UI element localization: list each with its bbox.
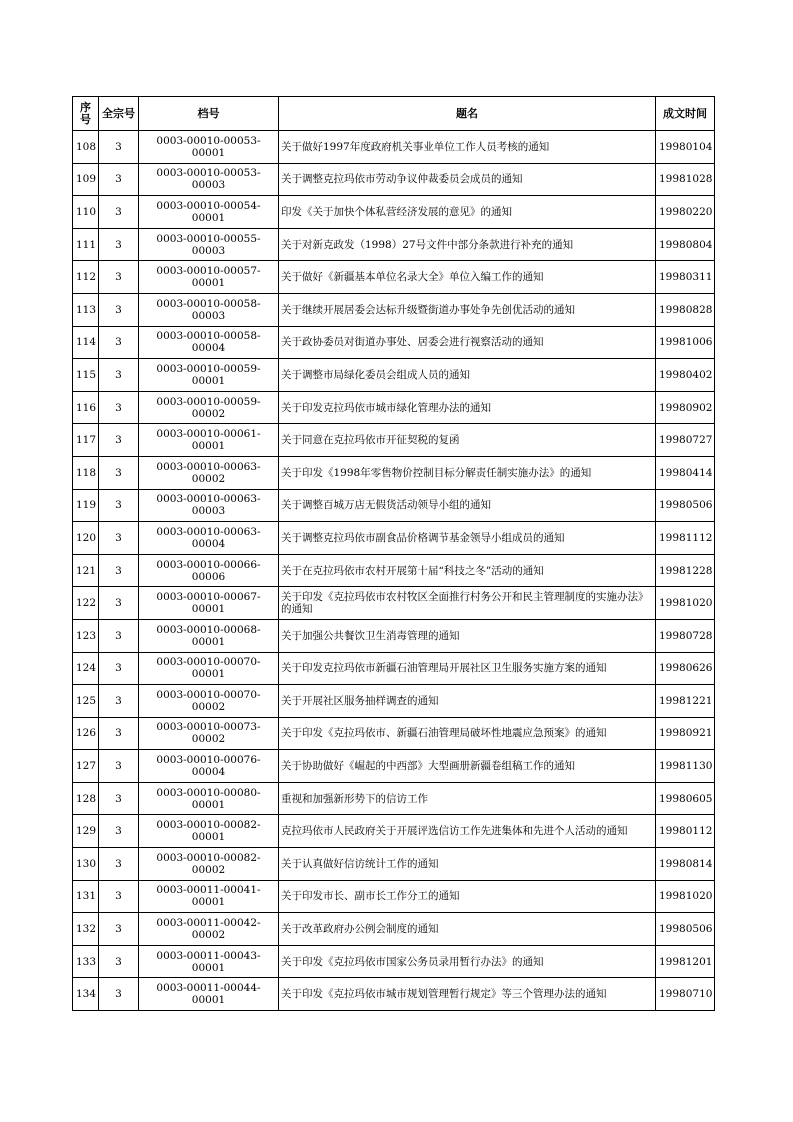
cell-fonds: 3 <box>99 228 139 261</box>
cell-fonds: 3 <box>99 619 139 652</box>
cell-date: 19981028 <box>656 163 715 196</box>
cell-fonds: 3 <box>99 978 139 1011</box>
cell-file-no: 0003-00010-00070-00001 <box>139 652 279 685</box>
column-header-file-no: 档号 <box>139 97 279 131</box>
cell-title: 重视和加强新形势下的信访工作 <box>279 782 656 815</box>
table-row <box>73 163 715 196</box>
cell-title: 关于印发《克拉玛依市、新疆石油管理局破坏性地震应急预案》的通知 <box>279 717 656 750</box>
cell-seq: 123 <box>73 619 99 652</box>
cell-date: 19980311 <box>656 261 715 294</box>
table-row <box>73 587 715 620</box>
cell-seq: 111 <box>73 228 99 261</box>
cell-title: 关于政协委员对街道办事处、居委会进行视察活动的通知 <box>279 326 656 359</box>
cell-seq: 118 <box>73 456 99 489</box>
cell-date: 19980506 <box>656 913 715 946</box>
cell-fonds: 3 <box>99 945 139 978</box>
table-row <box>73 293 715 326</box>
cell-seq: 122 <box>73 587 99 620</box>
cell-fonds: 3 <box>99 424 139 457</box>
cell-file-no: 0003-00010-00058-00004 <box>139 326 279 359</box>
cell-file-no: 0003-00010-00059-00002 <box>139 391 279 424</box>
cell-title: 关于印发市长、副市长工作分工的通知 <box>279 880 656 913</box>
cell-title: 关于印发克拉玛依市新疆石油管理局开展社区卫生服务实施方案的通知 <box>279 652 656 685</box>
cell-title: 关于协助做好《崛起的中西部》大型画册新疆卷组稿工作的通知 <box>279 750 656 783</box>
cell-file-no: 0003-00010-00053-00001 <box>139 131 279 164</box>
cell-fonds: 3 <box>99 522 139 555</box>
cell-title: 关于调整克拉玛依市副食品价格调节基金领导小组成员的通知 <box>279 522 656 555</box>
cell-fonds: 3 <box>99 685 139 718</box>
table-row <box>73 489 715 522</box>
cell-fonds: 3 <box>99 326 139 359</box>
cell-date: 19981130 <box>656 750 715 783</box>
cell-date: 19981112 <box>656 522 715 555</box>
table-row <box>73 945 715 978</box>
cell-title: 关于做好《新疆基本单位名录大全》单位入编工作的通知 <box>279 261 656 294</box>
table-row <box>73 522 715 555</box>
cell-seq: 133 <box>73 945 99 978</box>
table-row <box>73 750 715 783</box>
cell-date: 19980506 <box>656 489 715 522</box>
cell-seq: 131 <box>73 880 99 913</box>
cell-seq: 127 <box>73 750 99 783</box>
cell-date: 19980710 <box>656 978 715 1011</box>
cell-title: 关于加强公共餐饮卫生消毒管理的通知 <box>279 619 656 652</box>
cell-fonds: 3 <box>99 131 139 164</box>
cell-file-no: 0003-00010-00058-00003 <box>139 293 279 326</box>
table-row <box>73 131 715 164</box>
cell-fonds: 3 <box>99 456 139 489</box>
table-row <box>73 554 715 587</box>
cell-date: 19981201 <box>656 945 715 978</box>
cell-seq: 112 <box>73 261 99 294</box>
cell-file-no: 0003-00010-00055-00003 <box>139 228 279 261</box>
cell-file-no: 0003-00010-00082-00002 <box>139 848 279 881</box>
cell-date: 19980814 <box>656 848 715 881</box>
table-body <box>73 131 715 1011</box>
archive-catalog-table <box>72 96 715 1011</box>
table-row <box>73 685 715 718</box>
cell-title: 关于认真做好信访统计工作的通知 <box>279 848 656 881</box>
cell-title: 关于调整市局绿化委员会组成人员的通知 <box>279 359 656 392</box>
cell-date: 19980220 <box>656 196 715 229</box>
cell-title: 关于调整百城万店无假货活动领导小组的通知 <box>279 489 656 522</box>
cell-date: 19980727 <box>656 424 715 457</box>
cell-file-no: 0003-00010-00066-00006 <box>139 554 279 587</box>
cell-seq: 115 <box>73 359 99 392</box>
column-header-fonds: 全宗号 <box>99 97 139 131</box>
cell-fonds: 3 <box>99 587 139 620</box>
cell-title: 关于印发《克拉玛依市国家公务员录用暂行办法》的通知 <box>279 945 656 978</box>
cell-date: 19980104 <box>656 131 715 164</box>
cell-seq: 109 <box>73 163 99 196</box>
cell-seq: 121 <box>73 554 99 587</box>
cell-fonds: 3 <box>99 880 139 913</box>
cell-seq: 134 <box>73 978 99 1011</box>
table-row <box>73 391 715 424</box>
cell-title: 关于改革政府办公例会制度的通知 <box>279 913 656 946</box>
cell-file-no: 0003-00010-00054-00001 <box>139 196 279 229</box>
table-row <box>73 848 715 881</box>
cell-fonds: 3 <box>99 261 139 294</box>
cell-date: 19980828 <box>656 293 715 326</box>
cell-date: 19980605 <box>656 782 715 815</box>
cell-date: 19981020 <box>656 880 715 913</box>
cell-file-no: 0003-00010-00076-00004 <box>139 750 279 783</box>
table-row <box>73 228 715 261</box>
cell-fonds: 3 <box>99 391 139 424</box>
cell-seq: 119 <box>73 489 99 522</box>
column-header-title: 题名 <box>279 97 656 131</box>
cell-file-no: 0003-00010-00070-00002 <box>139 685 279 718</box>
cell-title: 关于印发《克拉玛依市城市规划管理暂行规定》等三个管理办法的通知 <box>279 978 656 1011</box>
table-row <box>73 913 715 946</box>
cell-seq: 130 <box>73 848 99 881</box>
table-row <box>73 880 715 913</box>
cell-fonds: 3 <box>99 717 139 750</box>
cell-fonds: 3 <box>99 815 139 848</box>
cell-seq: 126 <box>73 717 99 750</box>
table-row <box>73 359 715 392</box>
cell-title: 关于做好1997年度政府机关事业单位工作人员考核的通知 <box>279 131 656 164</box>
cell-file-no: 0003-00010-00061-00001 <box>139 424 279 457</box>
table-row <box>73 652 715 685</box>
table-row <box>73 326 715 359</box>
cell-date: 19981228 <box>656 554 715 587</box>
column-header-seq: 序 号 <box>73 97 99 131</box>
table-header-row <box>73 97 715 131</box>
cell-file-no: 0003-00010-00059-00001 <box>139 359 279 392</box>
cell-fonds: 3 <box>99 554 139 587</box>
archive-catalog-sheet <box>72 96 714 1011</box>
cell-file-no: 0003-00010-00063-00004 <box>139 522 279 555</box>
cell-date: 19981020 <box>656 587 715 620</box>
cell-fonds: 3 <box>99 293 139 326</box>
cell-file-no: 0003-00010-00082-00001 <box>139 815 279 848</box>
table-row <box>73 815 715 848</box>
cell-seq: 125 <box>73 685 99 718</box>
cell-date: 19981006 <box>656 326 715 359</box>
cell-seq: 110 <box>73 196 99 229</box>
cell-fonds: 3 <box>99 750 139 783</box>
cell-seq: 114 <box>73 326 99 359</box>
cell-file-no: 0003-00010-00063-00003 <box>139 489 279 522</box>
cell-fonds: 3 <box>99 652 139 685</box>
cell-fonds: 3 <box>99 913 139 946</box>
cell-seq: 124 <box>73 652 99 685</box>
cell-date: 19980902 <box>656 391 715 424</box>
cell-fonds: 3 <box>99 489 139 522</box>
cell-title: 关于对新克政发（1998）27号文件中部分条款进行补充的通知 <box>279 228 656 261</box>
cell-file-no: 0003-00011-00044-00001 <box>139 978 279 1011</box>
cell-title: 印发《关于加快个体私营经济发展的意见》的通知 <box>279 196 656 229</box>
cell-seq: 117 <box>73 424 99 457</box>
cell-date: 19980112 <box>656 815 715 848</box>
cell-fonds: 3 <box>99 196 139 229</box>
cell-date: 19980804 <box>656 228 715 261</box>
cell-seq: 120 <box>73 522 99 555</box>
cell-file-no: 0003-00010-00080-00001 <box>139 782 279 815</box>
cell-file-no: 0003-00010-00067-00001 <box>139 587 279 620</box>
cell-file-no: 0003-00010-00068-00001 <box>139 619 279 652</box>
table-row <box>73 456 715 489</box>
cell-date: 19980414 <box>656 456 715 489</box>
cell-fonds: 3 <box>99 163 139 196</box>
cell-file-no: 0003-00010-00063-00002 <box>139 456 279 489</box>
table-row <box>73 782 715 815</box>
cell-title: 关于印发《1998年零售物价控制目标分解责任制实施办法》的通知 <box>279 456 656 489</box>
cell-title: 关于继续开展居委会达标升级暨街道办事处争先创优活动的通知 <box>279 293 656 326</box>
cell-file-no: 0003-00011-00043-00001 <box>139 945 279 978</box>
cell-seq: 128 <box>73 782 99 815</box>
cell-date: 19980921 <box>656 717 715 750</box>
column-header-date: 成文时间 <box>656 97 715 131</box>
cell-fonds: 3 <box>99 359 139 392</box>
table-row <box>73 196 715 229</box>
cell-file-no: 0003-00010-00057-00001 <box>139 261 279 294</box>
table-row <box>73 978 715 1011</box>
cell-date: 19980402 <box>656 359 715 392</box>
cell-file-no: 0003-00010-00053-00003 <box>139 163 279 196</box>
table-row <box>73 619 715 652</box>
cell-title: 关于印发克拉玛依市城市绿化管理办法的通知 <box>279 391 656 424</box>
cell-seq: 116 <box>73 391 99 424</box>
cell-seq: 108 <box>73 131 99 164</box>
cell-date: 19980728 <box>656 619 715 652</box>
cell-fonds: 3 <box>99 848 139 881</box>
cell-seq: 132 <box>73 913 99 946</box>
cell-seq: 129 <box>73 815 99 848</box>
cell-title: 关于在克拉玛依市农村开展第十届“科技之冬”活动的通知 <box>279 554 656 587</box>
cell-title: 关于开展社区服务抽样调查的通知 <box>279 685 656 718</box>
cell-seq: 113 <box>73 293 99 326</box>
cell-title: 关于调整克拉玛依市劳动争议仲裁委员会成员的通知 <box>279 163 656 196</box>
cell-date: 19980626 <box>656 652 715 685</box>
table-row <box>73 261 715 294</box>
cell-date: 19981221 <box>656 685 715 718</box>
cell-file-no: 0003-00010-00073-00002 <box>139 717 279 750</box>
cell-title: 关于同意在克拉玛依市开征契税的复函 <box>279 424 656 457</box>
cell-title: 克拉玛依市人民政府关于开展评选信访工作先进集体和先进个人活动的通知 <box>279 815 656 848</box>
cell-file-no: 0003-00011-00042-00002 <box>139 913 279 946</box>
table-row <box>73 717 715 750</box>
table-row <box>73 424 715 457</box>
cell-file-no: 0003-00011-00041-00001 <box>139 880 279 913</box>
cell-fonds: 3 <box>99 782 139 815</box>
cell-title: 关于印发《克拉玛依市农村牧区全面推行村务公开和民主管理制度的实施办法》的通知 <box>279 587 656 620</box>
